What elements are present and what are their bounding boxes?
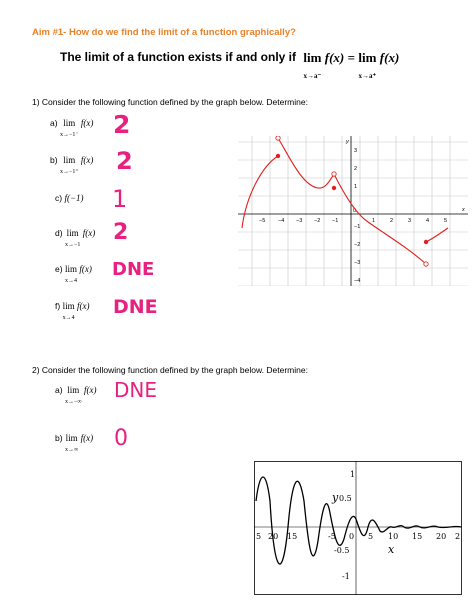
x-tick: −5 xyxy=(259,218,266,224)
q1-part-c xyxy=(55,193,84,203)
x-tick: −1 xyxy=(332,218,339,224)
part-lim: lim xyxy=(63,118,76,128)
part-label: d) xyxy=(55,228,63,238)
x-tick: 4 xyxy=(426,218,430,224)
x-tick: 15 xyxy=(412,532,423,541)
answer-e: DNE xyxy=(112,259,155,280)
open-point xyxy=(276,136,280,140)
y-tick: −4 xyxy=(354,278,361,284)
y-tick: -0.5 xyxy=(334,546,350,555)
part-label: e) xyxy=(55,264,63,274)
closed-point xyxy=(276,154,280,158)
q1-curve xyxy=(242,138,448,264)
theorem-fx-left: f(x) xyxy=(324,50,345,65)
answer-b: 2 xyxy=(116,147,133,175)
y-tick: −1 xyxy=(354,224,361,230)
q1-part-e xyxy=(55,264,92,284)
theorem-lim-left: lim xyxy=(303,50,322,65)
part-label: f) xyxy=(55,301,61,311)
q1-points xyxy=(276,136,428,266)
answer-q2-b: 0 xyxy=(114,426,128,451)
theorem-lim-right: lim xyxy=(358,50,377,65)
part-fx: f(x) xyxy=(80,433,94,443)
x-tick: 2 xyxy=(455,532,461,541)
answer-d: 2 xyxy=(113,220,129,245)
part-sub: x→∞ xyxy=(64,447,79,453)
part-lim: lim xyxy=(65,433,78,443)
y-axis-label: y xyxy=(332,491,339,504)
part-label: b) xyxy=(55,433,63,443)
answer-f: DNE xyxy=(113,296,158,318)
part-label: a) xyxy=(50,118,58,128)
part-lim: lim xyxy=(62,301,75,311)
q2-part-b xyxy=(55,433,93,453)
theorem-right-sub: x→a⁺ xyxy=(358,72,377,80)
q1-graph xyxy=(238,136,468,286)
q1-prompt: 1) Consider the following function defined by the graph below. Determine: xyxy=(32,97,308,107)
part-sub: x→−1⁻ xyxy=(59,132,79,138)
y-tick: -1 xyxy=(342,572,350,581)
open-point xyxy=(424,262,428,266)
graph-frame xyxy=(255,462,462,595)
y-axis-label: y xyxy=(346,139,349,145)
x-tick: 5 xyxy=(444,218,448,224)
y-tick: 1 xyxy=(354,184,358,190)
x-tick: −3 xyxy=(296,218,303,224)
part-sub: x→4 xyxy=(64,278,77,284)
y-tick: 2 xyxy=(354,166,358,172)
answer-c: 1 xyxy=(112,185,128,213)
x-axis-label: x xyxy=(462,207,465,213)
part-lim: lim xyxy=(66,228,79,238)
x-tick: −2 xyxy=(314,218,321,224)
theorem xyxy=(60,50,399,82)
part-sub: x→−1 xyxy=(64,242,81,248)
theorem-lead: The limit of a function exists if and only if xyxy=(60,50,297,64)
y-tick: −3 xyxy=(354,260,361,266)
x-tick: 5 xyxy=(368,532,374,541)
closed-point xyxy=(424,240,428,244)
q2-part-a xyxy=(55,385,96,405)
x-tick: 20 xyxy=(436,532,447,541)
closed-point xyxy=(332,186,336,190)
x-tick: 10 xyxy=(388,532,399,541)
curve-segment-4 xyxy=(426,228,448,242)
y-tick: 0.5 xyxy=(339,494,352,503)
q1-part-a xyxy=(50,118,93,138)
y-tick: 3 xyxy=(354,148,358,154)
x-tick: 0 xyxy=(353,208,357,214)
part-expr: f(−1) xyxy=(64,193,84,203)
x-tick: −4 xyxy=(278,218,285,224)
part-label: a) xyxy=(55,385,63,395)
part-fx: f(x) xyxy=(82,228,96,238)
part-lim: lim xyxy=(64,264,77,274)
y-tick: −2 xyxy=(354,242,361,248)
part-lim: lim xyxy=(63,155,76,165)
x-tick: 20 xyxy=(268,532,279,541)
aim-title: Aim #1- How do we find the limit of a function graphically? xyxy=(32,27,296,38)
theorem-eq: = xyxy=(347,50,356,65)
part-fx: f(x) xyxy=(79,264,92,274)
part-fx: f(x) xyxy=(76,301,90,311)
part-label: c) xyxy=(55,193,63,203)
q2-prompt: 2) Consider the following function defined by the graph below. Determine: xyxy=(32,365,308,375)
q1-part-d xyxy=(55,228,95,248)
part-sub: x→−∞ xyxy=(64,399,82,405)
q1-part-f xyxy=(55,301,89,321)
part-sub: x→−1⁺ xyxy=(59,169,79,175)
part-fx: f(x) xyxy=(80,155,94,165)
open-point xyxy=(332,172,336,176)
part-lim: lim xyxy=(67,385,80,395)
q1-part-b xyxy=(50,155,93,175)
x-tick: 3 xyxy=(408,218,412,224)
x-tick: -5 xyxy=(328,532,336,541)
theorem-left-sub: x→a⁻ xyxy=(303,72,322,80)
x-axis-label: x xyxy=(388,543,395,556)
x-tick: 0 xyxy=(349,532,355,541)
q2-graph xyxy=(254,461,462,595)
curve-segment-3 xyxy=(334,174,426,264)
x-tick: 5 xyxy=(256,532,262,541)
answer-q2-a: DNE xyxy=(114,378,157,402)
y-tick: 1 xyxy=(350,470,356,479)
x-tick: 15 xyxy=(287,532,298,541)
part-label: b) xyxy=(50,155,58,165)
theorem-fx-right: f(x) xyxy=(379,50,400,65)
x-tick: 2 xyxy=(390,218,394,224)
x-tick: 1 xyxy=(372,218,376,224)
part-sub: x→4 xyxy=(62,315,75,321)
part-fx: f(x) xyxy=(83,385,97,395)
answer-a: 2 xyxy=(113,110,131,139)
part-fx: f(x) xyxy=(80,118,94,128)
